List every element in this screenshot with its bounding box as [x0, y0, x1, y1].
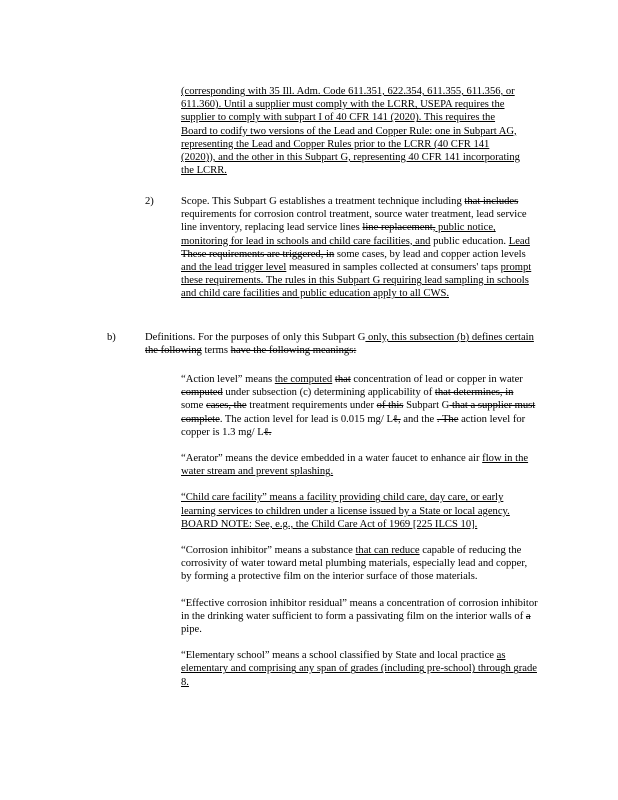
text-run: capable of reducing the corrosivity of water toward metal plumbing materials, especially lead and copper, by forming a protective film on the interior surface of those materials.	[181, 545, 528, 583]
deleted-text: a	[525, 610, 531, 622]
inserted-text: BOARD NOTE: See, e.g., the Child Care Act of 1969 [225 ILCS 10].	[181, 518, 478, 530]
definition-entry	[181, 491, 538, 531]
text-run: concentration of lead or copper in water	[350, 374, 523, 385]
deleted-text: . The	[436, 413, 459, 425]
text-run: requirements for corrosion control treatment, source water treatment, lead service line inventory, replacing lead service lines	[181, 209, 527, 234]
deleted-text: that a supplier must complete	[181, 400, 536, 425]
inserted-text: prompt these requirements. The rules in this Subpart G requiring lead sampling in schools and child care facilities and public education apply to all CWS.	[181, 262, 532, 300]
inserted-text: only, this subsection (b) defines certain	[365, 332, 534, 343]
inserted-text: public notice, monitoring for lead in schools and child care facilities, and	[181, 222, 496, 247]
text-run: measured in samples collected at consumers' taps	[286, 262, 501, 274]
definition-entry	[181, 544, 538, 584]
text-run: “Action level” means	[181, 374, 275, 385]
text-run: “Elementary school” means a school classified by State and local practice	[181, 650, 497, 662]
text-run: Definitions. For the purposes of only this Subpart G	[145, 332, 366, 343]
definition-entry	[181, 452, 538, 478]
deleted-text: the following	[145, 345, 202, 357]
inserted-text: “Child care facility” means a facility providing child care, day care, or early learning services to children under a license issued by a State or local agency.	[181, 492, 510, 517]
text-run: terms	[201, 345, 231, 357]
deleted-text: of this	[376, 400, 404, 412]
deleted-text: that	[334, 374, 351, 385]
deleted-text: that determines, in	[434, 387, 514, 399]
inserted-text: and the lead trigger level	[181, 262, 287, 274]
deleted-text: These requirements are triggered, in	[181, 248, 335, 260]
subsection-letter: b)	[107, 332, 116, 343]
text-run: some cases, by lead and copper action levels	[334, 248, 526, 260]
inserted-text: flow in the water stream and prevent splashing.	[181, 453, 529, 478]
text-run: “Corrosion inhibitor” means a substance	[181, 545, 356, 557]
inserted-text: that can reduce	[355, 545, 420, 557]
text-run: under subsection (c) determining applicability of	[222, 387, 435, 399]
deleted-text: have the following meanings:	[230, 345, 357, 357]
text-run: treatment requirements under	[246, 400, 377, 412]
definition-entry	[181, 373, 538, 439]
text-run: action level for copper is 1.3 mg/ L	[181, 413, 526, 438]
item-number: 2)	[145, 196, 154, 207]
scope-paragraph	[181, 195, 536, 301]
text-run: Subpart G	[403, 400, 450, 412]
deleted-text: ℓ,	[392, 413, 401, 425]
text-run: pipe.	[181, 624, 202, 636]
deleted-text: cases, the	[206, 400, 247, 412]
deleted-text: ℓ.	[263, 426, 272, 438]
text-run: some	[181, 400, 207, 412]
definition-entry	[181, 649, 538, 689]
definitions-intro	[145, 331, 535, 357]
definitions-list	[181, 373, 538, 689]
text-run: Scope. This Subpart G establishes a treatment technique including	[181, 196, 465, 207]
text-run: “Aerator” means the device embedded in a water faucet to enhance air	[181, 453, 483, 465]
deleted-text: that includes	[464, 196, 519, 207]
inserted-text: the computed	[274, 374, 333, 385]
definition-entry	[181, 597, 538, 637]
text-run: “Effective corrosion inhibitor residual” means a concentration of corrosion inhibitor in the drinking water sufficient to form a passivating film on the interior walls of	[181, 597, 538, 622]
inserted-text: (corresponding with 35 Ill. Adm. Code 611.351, 622.354, 611.355, 611.356, or 611.360). Until a supplier must comply with the LCRR, USEPA requires the supplier to comply with subpart I of 40 CFR 141 (2020). This requires the Board to codify two versions of the Lead and Copper Rule: one in Subpart AG, representing the Lead and Copper Rules prior to the LCRR (40 CFR 141 (2020)), and the other in this Subpart G, representing 40 CFR 141 incorporating the LCRR.	[181, 86, 520, 177]
text-run: . The action level for lead is 0.015 mg/ L	[219, 413, 393, 425]
inserted-text: as elementary and comprising any span of grades (including pre-school) through grade 8.	[181, 650, 537, 688]
text-run: and the	[400, 413, 437, 425]
deleted-text: computed	[181, 387, 223, 399]
continuation-paragraph	[181, 85, 521, 177]
inserted-text: Lead	[508, 235, 530, 247]
text-run: public education.	[430, 235, 509, 247]
deleted-text: line replacement,	[362, 222, 436, 234]
